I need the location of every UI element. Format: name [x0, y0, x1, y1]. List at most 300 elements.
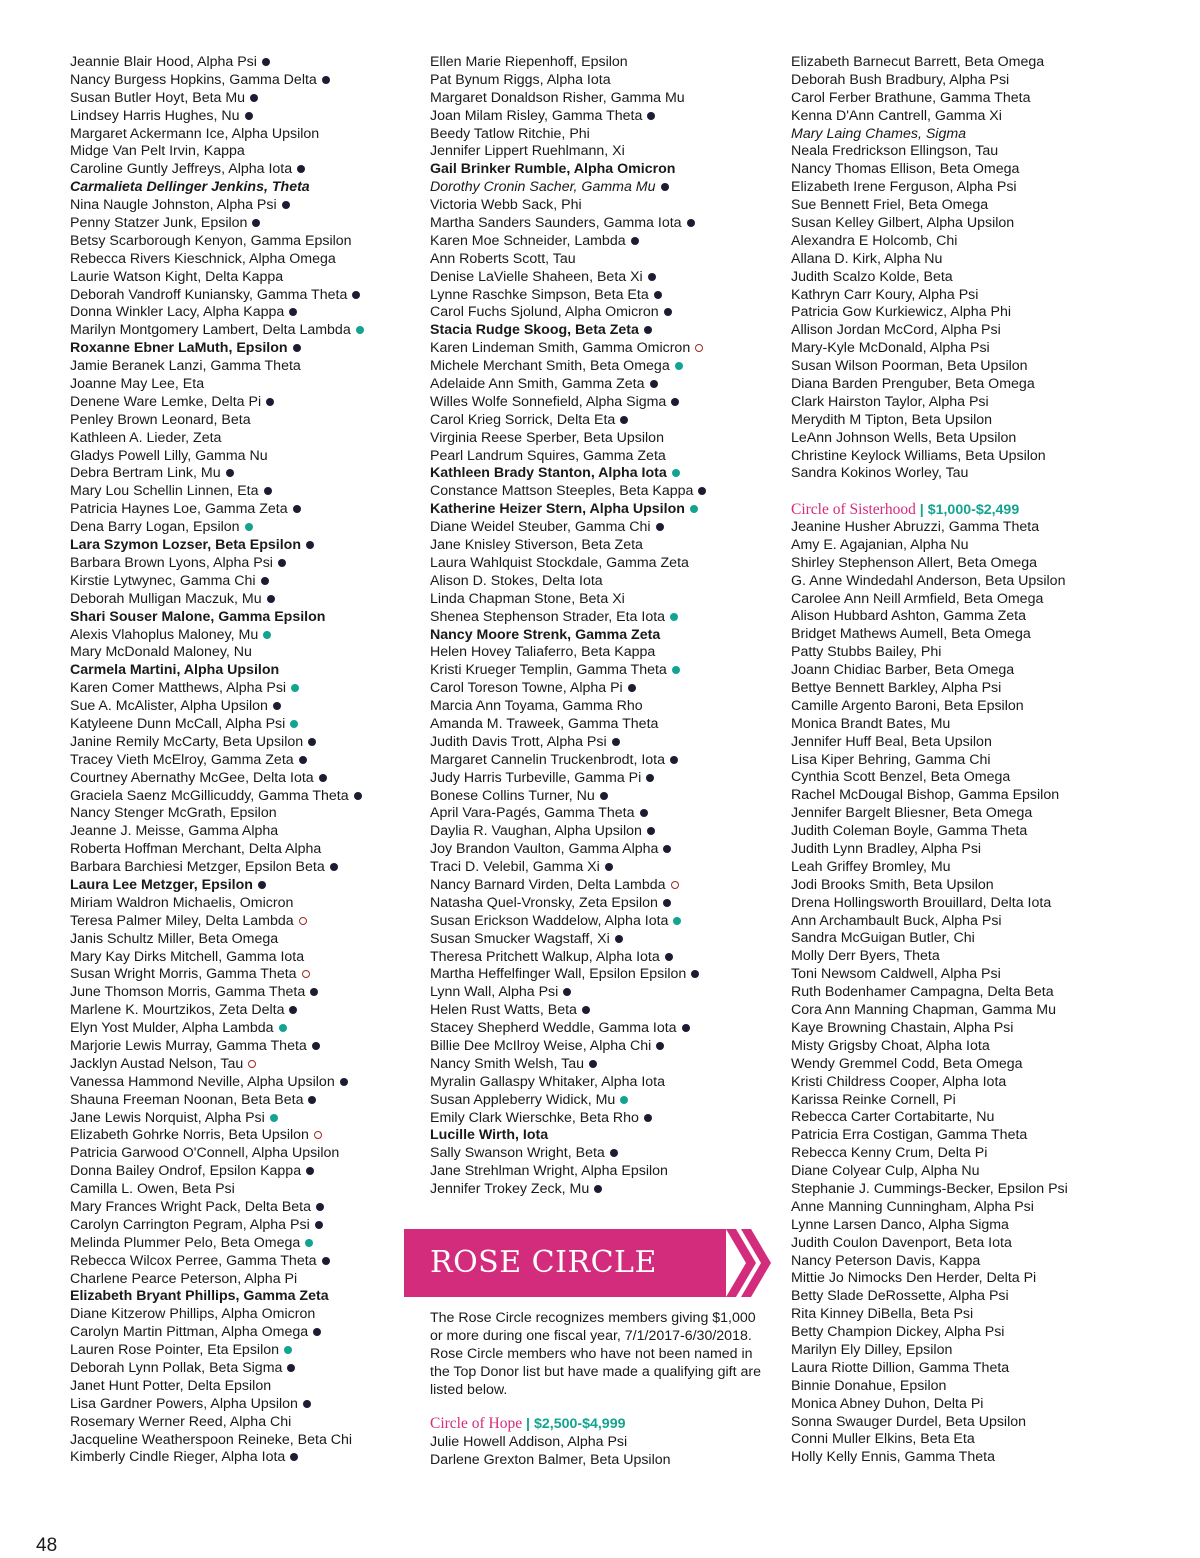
navy-dot-icon: [250, 94, 258, 102]
donor-name: Cynthia Scott Benzel, Beta Omega: [791, 769, 1011, 786]
navy-dot-icon: [605, 863, 613, 871]
donor-entry: [791, 1074, 1191, 1092]
column-1: [70, 54, 410, 1467]
donor-name: Courtney Abernathy McGee, Delta Iota: [70, 769, 314, 786]
donor-name: Shenea Stephenson Strader, Eta Iota: [430, 608, 666, 625]
donor-entry: [70, 304, 410, 322]
donor-name: Misty Grigsby Choat, Alpha Iota: [791, 1037, 990, 1054]
donor-entry: [791, 769, 1191, 787]
donor-entry: [791, 1109, 1191, 1127]
donor-name: Kimberly Cindle Rieger, Alpha Iota: [70, 1449, 286, 1466]
donor-entry: [70, 1074, 410, 1092]
navy-dot-icon: [306, 541, 314, 549]
donor-entry: [791, 251, 1191, 269]
donor-name: Amanda M. Traweek, Gamma Theta: [430, 715, 659, 732]
donor-entry: [791, 1217, 1191, 1235]
donor-name: Darlene Grexton Balmer, Beta Upsilon: [430, 1451, 671, 1468]
teal-dot-icon: [279, 1024, 287, 1032]
donor-name: Stacia Rudge Skoog, Beta Zeta: [430, 322, 639, 339]
donor-name: Joann Chidiac Barber, Beta Omega: [791, 662, 1015, 679]
donor-entry: [70, 716, 410, 734]
donor-entry: [791, 1181, 1191, 1199]
ring-marker-icon: [695, 344, 703, 352]
teal-dot-icon: [675, 362, 683, 370]
donor-name: Kathryn Carr Koury, Alpha Psi: [791, 286, 979, 303]
donor-name: Lisa Gardner Powers, Alpha Upsilon: [70, 1395, 298, 1412]
donor-entry: [70, 215, 410, 233]
donor-entry: [791, 1270, 1191, 1288]
donor-entry: [791, 430, 1191, 448]
navy-dot-icon: [303, 1400, 311, 1408]
donor-name: Dorothy Cronin Sacher, Gamma Mu: [430, 179, 656, 196]
donor-entry: [791, 412, 1191, 430]
donor-entry: [430, 573, 770, 591]
donor-entry: [70, 1324, 410, 1342]
donor-name: Diana Barden Prenguber, Beta Omega: [791, 376, 1035, 393]
navy-dot-icon: [289, 308, 297, 316]
donor-entry: [791, 555, 1191, 573]
donor-name: Roberta Hoffman Merchant, Delta Alpha: [70, 841, 322, 858]
navy-dot-icon: [563, 988, 571, 996]
hope-name: Circle of Hope: [430, 1415, 523, 1432]
navy-dot-icon: [278, 559, 286, 567]
teal-dot-icon: [356, 326, 364, 334]
donor-entry: [70, 1038, 410, 1056]
donor-entry: [430, 143, 770, 161]
donor-entry: [70, 90, 410, 108]
donor-entry: [70, 394, 410, 412]
donor-name: Jane Lewis Norquist, Alpha Psi: [70, 1109, 265, 1126]
donor-name: Karissa Reinke Cornell, Pi: [791, 1091, 956, 1108]
donor-entry: [430, 376, 770, 394]
donor-entry: [430, 859, 770, 877]
donor-name: Susan Wright Morris, Gamma Theta: [70, 966, 297, 983]
donor-entry: [430, 519, 770, 537]
donor-name: Kathleen A. Lieder, Zeta: [70, 429, 222, 446]
navy-dot-icon: [612, 738, 620, 746]
donor-entry: [430, 1110, 770, 1128]
donor-name: Drena Hollingsworth Brouillard, Delta Iota: [791, 894, 1052, 911]
donor-name: Penny Statzer Junk, Epsilon: [70, 215, 248, 232]
donor-name: Joan Milam Risley, Gamma Theta: [430, 107, 643, 124]
chevron-arrows-icon: [726, 1229, 772, 1297]
donor-name: Marlene K. Mourtzikos, Zeta Delta: [70, 1002, 285, 1019]
donor-entry: [430, 322, 770, 340]
donor-entry: [70, 1253, 410, 1271]
donor-entry: [791, 823, 1191, 841]
donor-name: Holly Kelly Ennis, Gamma Theta: [791, 1449, 995, 1466]
donor-entry: [791, 877, 1191, 895]
donor-entry: [791, 340, 1191, 358]
navy-dot-icon: [654, 291, 662, 299]
donor-name: Graciela Saenz McGillicuddy, Gamma Theta: [70, 787, 349, 804]
navy-dot-icon: [262, 58, 270, 66]
donor-name: Natasha Quel-Vronsky, Zeta Epsilon: [430, 894, 658, 911]
donor-entry: [70, 680, 410, 698]
teal-dot-icon: [245, 523, 253, 531]
donor-name: Rebecca Wilcox Perree, Gamma Theta: [70, 1252, 317, 1269]
rose-circle-title: ROSE CIRCLE: [430, 1245, 657, 1280]
donor-entry: [791, 1360, 1191, 1378]
donor-entry: [70, 1217, 410, 1235]
navy-dot-icon: [620, 416, 628, 424]
donor-entry: [791, 108, 1191, 126]
donor-name: Bonese Collins Turner, Nu: [430, 787, 595, 804]
donor-entry: [70, 269, 410, 287]
ring-marker-icon: [314, 1131, 322, 1139]
donor-name: Carol Fuchs Sjolund, Alpha Omicron: [430, 304, 659, 321]
donor-name: Vanessa Hammond Neville, Alpha Upsilon: [70, 1073, 335, 1090]
donor-name: Jennifer Huff Beal, Beta Upsilon: [791, 733, 992, 750]
donor-entry: [791, 662, 1191, 680]
navy-dot-icon: [322, 76, 330, 84]
donor-name: Jennifer Trokey Zeck, Mu: [430, 1181, 590, 1198]
navy-dot-icon: [310, 988, 318, 996]
donor-entry: [70, 1414, 410, 1432]
donor-name: Jeanne J. Meisse, Gamma Alpha: [70, 823, 279, 840]
donor-name: Martha Heffelfinger Wall, Epsilon Epsilon: [430, 966, 687, 983]
donor-name: Denene Ware Lemke, Delta Pi: [70, 393, 262, 410]
donor-entry: [791, 1342, 1191, 1360]
donor-name: Jacklyn Austad Nelson, Tau: [70, 1055, 244, 1072]
donor-entry: [430, 680, 770, 698]
donor-entry: [70, 430, 410, 448]
donor-name: Carolyn Martin Pittman, Alpha Omega: [70, 1324, 309, 1341]
donor-list-col2: [430, 54, 770, 1199]
donor-entry: [791, 626, 1191, 644]
donor-name: Ann Archambault Buck, Alpha Psi: [791, 912, 1002, 929]
teal-dot-icon: [673, 917, 681, 925]
navy-dot-icon: [663, 899, 671, 907]
donor-entry: [791, 1431, 1191, 1449]
donor-name: Elizabeth Gohrke Norris, Beta Upsilon: [70, 1127, 309, 1144]
donor-entry: [70, 197, 410, 215]
donor-name: Nancy Barnard Virden, Delta Lambda: [430, 876, 666, 893]
donor-name: Laura Wahlquist Stockdale, Gamma Zeta: [430, 554, 689, 571]
donor-entry: [430, 734, 770, 752]
donor-name: Toni Newsom Caldwell, Alpha Psi: [791, 966, 1001, 983]
donor-name: Mary Frances Wright Pack, Delta Beta: [70, 1199, 312, 1215]
donor-name: Neala Fredrickson Ellingson, Tau: [791, 143, 999, 160]
donor-entry: [430, 430, 770, 448]
teal-dot-icon: [284, 1346, 292, 1354]
donor-entry: [70, 1288, 410, 1306]
donor-name: Kristi Krueger Templin, Gamma Theta: [430, 662, 667, 679]
donor-name: Dena Barry Logan, Epsilon: [70, 519, 240, 536]
donor-entry: [430, 805, 770, 823]
donor-entry: [430, 823, 770, 841]
donor-entry: [430, 698, 770, 716]
ring-marker-icon: [302, 970, 310, 978]
donor-name: Jodi Brooks Smith, Beta Upsilon: [791, 876, 994, 893]
donor-name: Molly Derr Byers, Theta: [791, 948, 940, 965]
donor-entry: [430, 1074, 770, 1092]
donor-entry: [791, 805, 1191, 823]
teal-dot-icon: [670, 613, 678, 621]
donor-name: Patricia Garwood O'Connell, Alpha Upsilon: [70, 1145, 340, 1162]
donor-entry: [791, 716, 1191, 734]
donor-name: Patricia Gow Kurkiewicz, Alpha Phi: [791, 304, 1011, 321]
column-3-sisterhood: [791, 519, 1191, 1467]
donor-name: Diane Colyear Culp, Alpha Nu: [791, 1163, 980, 1180]
navy-dot-icon: [644, 1114, 652, 1122]
donor-name: Elyn Yost Mulder, Alpha Lambda: [70, 1020, 274, 1037]
donor-name: Kathleen Brady Stanton, Alpha Iota: [430, 465, 667, 482]
donor-name: Janis Schultz Miller, Beta Omega: [70, 930, 279, 947]
donor-entry: [70, 1110, 410, 1128]
donor-entry: [430, 1038, 770, 1056]
donor-entry: [791, 143, 1191, 161]
donor-name: Merydith M Tipton, Beta Upsilon: [791, 411, 993, 428]
donor-name: Rebecca Carter Cortabitarte, Nu: [791, 1109, 995, 1126]
navy-dot-icon: [664, 308, 672, 316]
donor-name: Victoria Webb Sack, Phi: [430, 197, 582, 214]
donor-entry: [430, 448, 770, 466]
navy-dot-icon: [287, 1364, 295, 1372]
donor-entry: [430, 1020, 770, 1038]
donor-name: Miriam Waldron Michaelis, Omicron: [70, 894, 294, 911]
navy-dot-icon: [594, 1185, 602, 1193]
donor-entry: [430, 609, 770, 627]
donor-entry: [70, 859, 410, 877]
navy-dot-icon: [308, 1096, 316, 1104]
donor-entry: [791, 787, 1191, 805]
donor-entry: [70, 966, 410, 984]
donor-entry: [70, 1056, 410, 1074]
donor-entry: [791, 1002, 1191, 1020]
donor-name: Helen Rust Watts, Beta: [430, 1002, 577, 1019]
donor-entry: [430, 483, 770, 501]
donor-entry: [430, 913, 770, 931]
circle-of-hope-heading: [430, 1415, 625, 1434]
donor-entry: [70, 340, 410, 358]
donor-entry: [70, 1432, 410, 1450]
donor-entry: [70, 1020, 410, 1038]
navy-dot-icon: [663, 845, 671, 853]
donor-entry: [791, 680, 1191, 698]
donor-entry: [430, 627, 770, 645]
donor-name: Leah Griffey Bromley, Mu: [791, 858, 951, 875]
donor-entry: [791, 126, 1191, 144]
donor-name: Jamie Beranek Lanzi, Gamma Theta: [70, 358, 301, 375]
donor-name: Marjorie Lewis Murray, Gamma Theta: [70, 1037, 307, 1054]
donor-name: Karen Moe Schneider, Lambda: [430, 232, 626, 249]
navy-dot-icon: [656, 523, 664, 531]
donor-entry: [70, 1145, 410, 1163]
donor-name: Teresa Palmer Miley, Delta Lambda: [70, 912, 294, 929]
donor-name: Binnie Donahue, Epsilon: [791, 1377, 947, 1394]
donor-name: Janet Hunt Potter, Delta Epsilon: [70, 1377, 272, 1394]
donor-entry: [70, 233, 410, 251]
donor-name: Denise LaVielle Shaheen, Beta Xi: [430, 268, 643, 285]
donor-name: Judith Davis Trott, Alpha Psi: [430, 733, 607, 750]
donor-entry: [430, 591, 770, 609]
donor-list-hope: [430, 1434, 671, 1470]
donor-name: Marilyn Montgomery Lambert, Delta Lambda: [70, 322, 351, 339]
donor-entry: [430, 1145, 770, 1163]
donor-entry: [791, 1163, 1191, 1181]
donor-name: Laura Riotte Dillion, Gamma Theta: [791, 1359, 1010, 1376]
donor-entry: [70, 54, 410, 72]
navy-dot-icon: [646, 774, 654, 782]
donor-name: Debra Bertram Link, Mu: [70, 465, 221, 482]
donor-entry: [791, 72, 1191, 90]
navy-dot-icon: [308, 738, 316, 746]
sisterhood-separator: |: [915, 502, 928, 518]
hope-separator: |: [522, 1416, 534, 1432]
donor-entry: [791, 1020, 1191, 1038]
donor-name: Judith Scalzo Kolde, Beta: [791, 268, 953, 285]
donor-entry: [70, 591, 410, 609]
donor-name: Emily Clark Wierschke, Beta Rho: [430, 1109, 639, 1126]
donor-entry: [791, 1396, 1191, 1414]
donor-entry: [791, 287, 1191, 305]
navy-dot-icon: [687, 219, 695, 227]
donor-entry: [791, 358, 1191, 376]
donor-name: Mary-Kyle McDonald, Alpha Psi: [791, 340, 990, 357]
donor-entry: [70, 161, 410, 179]
rose-circle-intro: The Rose Circle recognizes members giving $1,000 or more during one fiscal year, 7/1/2017-6/30/2018. Rose Circle members who have not been named in the Top Donor list but have made a qualifying gift are listed below.: [430, 1310, 761, 1398]
teal-dot-icon: [672, 469, 680, 477]
donor-name: Mary Laing Chames, Sigma: [791, 125, 967, 142]
donor-name: Betty Champion Dickey, Alpha Psi: [791, 1324, 1005, 1341]
donor-entry: [791, 233, 1191, 251]
donor-name: Lauren Rose Pointer, Eta Epsilon: [70, 1342, 280, 1359]
donor-entry: [430, 197, 770, 215]
donor-name: Martha Sanders Saunders, Gamma Iota: [430, 215, 682, 232]
donor-entry: [791, 448, 1191, 466]
donor-entry: [791, 859, 1191, 877]
donor-name: Margaret Ackermann Ice, Alpha Upsilon: [70, 125, 320, 142]
navy-dot-icon: [293, 344, 301, 352]
donor-name: Katherine Heizer Stern, Alpha Upsilon: [430, 501, 685, 518]
donor-entry: [791, 984, 1191, 1002]
navy-dot-icon: [290, 1453, 298, 1461]
donor-entry: [430, 1181, 770, 1199]
donor-entry: [430, 931, 770, 949]
donor-entry: [430, 340, 770, 358]
donor-entry: [791, 179, 1191, 197]
donor-name: Lynne Raschke Simpson, Beta Eta: [430, 286, 649, 303]
donor-name: Adelaide Ann Smith, Gamma Zeta: [430, 376, 645, 393]
donor-list-col3: [791, 54, 1191, 483]
donor-name: Elizabeth Bryant Phillips, Gamma Zeta: [70, 1288, 329, 1305]
donor-name: Stacey Shepherd Weddle, Gamma Iota: [430, 1020, 677, 1037]
donor-list-sisterhood: [791, 519, 1191, 1467]
donor-name: Donna Winkler Lacy, Alpha Kappa: [70, 304, 285, 321]
donor-entry: [70, 1199, 410, 1217]
donor-name: Willes Wolfe Sonnefield, Alpha Sigma: [430, 393, 667, 410]
donor-entry: [430, 358, 770, 376]
donor-entry: [791, 573, 1191, 591]
donor-entry: [430, 251, 770, 269]
donor-entry: [430, 179, 770, 197]
donor-entry: [70, 412, 410, 430]
donor-name: Rosemary Werner Reed, Alpha Chi: [70, 1413, 292, 1430]
donor-name: Lynne Larsen Danco, Alpha Sigma: [791, 1216, 1009, 1233]
donor-name: Rebecca Kenny Crum, Delta Pi: [791, 1145, 988, 1162]
donor-name: Ruth Bodenhamer Campagna, Delta Beta: [791, 984, 1054, 1001]
donor-entry: [70, 1235, 410, 1253]
navy-dot-icon: [258, 881, 266, 889]
donor-name: Katyleene Dunn McCall, Alpha Psi: [70, 715, 286, 732]
navy-dot-icon: [691, 970, 699, 978]
donor-entry: [70, 644, 410, 662]
navy-dot-icon: [352, 291, 360, 299]
donor-entry: [430, 90, 770, 108]
donor-name: Allison Jordan McCord, Alpha Psi: [791, 322, 1001, 339]
donor-entry: [791, 698, 1191, 716]
donor-name: Roxanne Ebner LaMuth, Epsilon: [70, 340, 288, 357]
donor-name: Virginia Reese Sperber, Beta Upsilon: [430, 429, 664, 446]
donor-name: Nancy Burgess Hopkins, Gamma Delta: [70, 71, 317, 88]
donor-name: Joy Brandon Vaulton, Gamma Alpha: [430, 841, 659, 858]
donor-entry: [430, 126, 770, 144]
donor-name: Sue A. McAlister, Alpha Upsilon: [70, 698, 268, 715]
donor-entry: [791, 734, 1191, 752]
donor-entry: [791, 1127, 1191, 1145]
donor-entry: [70, 1449, 410, 1467]
donor-entry: [430, 54, 770, 72]
donor-entry: [70, 1271, 410, 1289]
donor-entry: [70, 895, 410, 913]
donor-name: Barbara Barchiesi Metzger, Epsilon Beta: [70, 859, 325, 876]
donor-entry: [70, 949, 410, 967]
donor-name: Deborah Vandroff Kuniansky, Gamma Theta: [70, 286, 348, 303]
donor-entry: [430, 1092, 770, 1110]
teal-dot-icon: [290, 720, 298, 728]
navy-dot-icon: [252, 219, 260, 227]
navy-dot-icon: [656, 1042, 664, 1050]
donor-name: Michele Merchant Smith, Beta Omega: [430, 358, 670, 375]
donor-entry: [791, 1253, 1191, 1271]
donor-entry: [430, 644, 770, 662]
donor-entry: [791, 54, 1191, 72]
donor-name: Mary Lou Schellin Linnen, Eta: [70, 483, 259, 500]
donor-entry: [70, 1378, 410, 1396]
donor-entry: [70, 1163, 410, 1181]
donor-entry: [430, 841, 770, 859]
donor-name: Mittie Jo Nimocks Den Herder, Delta Pi: [791, 1270, 1037, 1287]
donor-name: Helen Hovey Taliaferro, Beta Kappa: [430, 644, 656, 661]
donor-name: Mary Kay Dirks Mitchell, Gamma Iota: [70, 948, 305, 965]
donor-name: Bridget Mathews Aumell, Beta Omega: [791, 626, 1031, 643]
navy-dot-icon: [671, 398, 679, 406]
donor-entry: [70, 179, 410, 197]
donor-entry: [791, 841, 1191, 859]
donor-name: Karen Comer Matthews, Alpha Psi: [70, 680, 287, 697]
donor-entry: [70, 1396, 410, 1414]
navy-dot-icon: [319, 774, 327, 782]
donor-entry: [430, 161, 770, 179]
donor-entry: [70, 1181, 410, 1199]
donor-entry: [791, 913, 1191, 931]
donor-entry: [430, 287, 770, 305]
donor-entry: [70, 1360, 410, 1378]
donor-entry: [70, 1002, 410, 1020]
navy-dot-icon: [297, 165, 305, 173]
donor-entry: [791, 1324, 1191, 1342]
donor-name: Theresa Pritchett Walkup, Alpha Iota: [430, 948, 660, 965]
donor-entry: [70, 627, 410, 645]
donor-name: Laura Lee Metzger, Epsilon: [70, 876, 253, 893]
donor-entry: [791, 948, 1191, 966]
navy-dot-icon: [648, 273, 656, 281]
teal-dot-icon: [672, 666, 680, 674]
navy-dot-icon: [289, 1006, 297, 1014]
donor-entry: [70, 251, 410, 269]
donor-entry: [70, 823, 410, 841]
